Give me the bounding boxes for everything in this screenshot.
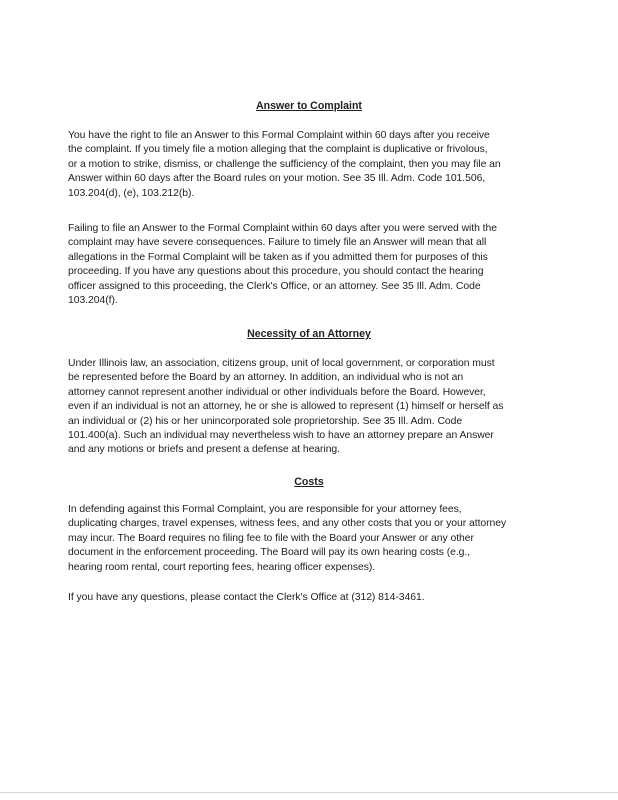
text-line: complaint may have severe consequences. Failure to timely file an Answer will mean that all (68, 237, 487, 249)
text-line: allegations in the Formal Complaint will be taken as if you admitted them for purposes of this (68, 251, 488, 263)
text-line: be represented before the Board by an attorney. In addition, an individual who is not an (68, 372, 464, 384)
text-line: In defending against this Formal Complaint, you are responsible for your attorney fees, (68, 504, 462, 515)
text-line: even if an individual is not an attorney, he or she is allowed to represent (1) himself or herself as (68, 401, 504, 413)
answer-paragraph-2 (68, 222, 546, 308)
text-line: officer assigned to this proceeding, the Clerk's Office, or an attorney. See 35 Ill. Adm. Code (68, 280, 481, 292)
text-line: the complaint. If you timely file a motion alleging that the complaint is duplicative or frivolous, (68, 144, 488, 156)
text-line: an individual or (2) his or her unincorporated sole proprietorship. See 35 Ill. Adm. Code (68, 415, 463, 427)
text-line: may incur. The Board requires no filing fee to file with the Board your Answer or any other (68, 532, 474, 544)
text-line: duplicating charges, travel expenses, witness fees, and any other costs that you or your attorney (68, 518, 507, 530)
text-line: document in the enforcement proceeding. The Board will pay its own hearing costs (e.g., (68, 547, 471, 559)
text-line: 101.400(a). Such an individual may nevertheless wish to have an attorney prepare an Answer (68, 430, 494, 442)
page-edge-divider (0, 792, 618, 793)
contact-line: If you have any questions, please contact the Clerk's Office at (312) 814-3461. (68, 592, 425, 603)
costs-heading: Costs (294, 476, 324, 488)
text-line: 103.204(d), (e), 103.212(b). (68, 187, 195, 199)
text-line: Under Illinois law, an association, citizens group, unit of local government, or corporation must (68, 358, 495, 369)
text-line: hearing room rental, court reporting fees, hearing officer expenses). (68, 561, 376, 573)
attorney-heading: Necessity of an Attorney (247, 328, 371, 340)
text-line: You have the right to file an Answer to this Formal Complaint within 60 days after you receive (68, 130, 490, 141)
text-line: and any motions or briefs and present a defense at hearing. (68, 444, 341, 456)
costs-paragraph (68, 503, 546, 575)
text-line: 103.204(f). (68, 295, 118, 307)
answer-heading: Answer to Complaint (256, 100, 362, 112)
text-line: proceeding. If you have any questions about this procedure, you should contact the hearing (68, 266, 484, 278)
text-line: Answer within 60 days after the Board rules on your motion. See 35 Ill. Adm. Code 101.506, (68, 173, 486, 185)
text-line: or a motion to strike, dismiss, or challenge the sufficiency of the complaint, then you may file an (68, 158, 501, 170)
answer-paragraph-1 (68, 129, 546, 201)
text-line: attorney cannot represent another individual or other individuals before the Board. However, (68, 386, 486, 398)
attorney-paragraph (68, 357, 546, 458)
text-line: Failing to file an Answer to the Formal Complaint within 60 days after you were served with the (68, 223, 497, 234)
